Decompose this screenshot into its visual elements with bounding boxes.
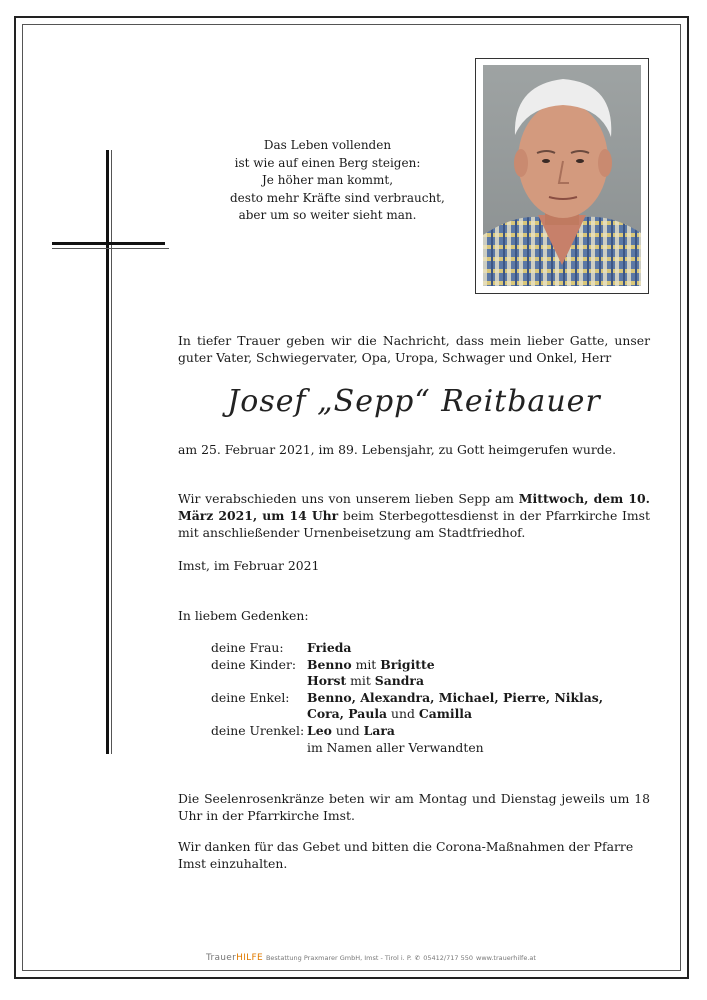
grandchildren-names: Camilla xyxy=(418,706,473,722)
partner-name: Brigitte xyxy=(380,656,435,672)
place-date: Imst, im Februar 2021 xyxy=(178,558,320,573)
announcement-intro: In tiefer Trauer geben wir die Nachricht, dass mein lieber Gatte, unser guter Vater, Schwiegervater, Opa, Uropa, Schwager und Onkel, Herr xyxy=(178,333,650,365)
wife-name: Frieda xyxy=(307,640,352,655)
quote-line: Je höher man kommt, xyxy=(261,173,394,188)
funeral-date: Mittwoch, dem 10. März 2021, um 14 Uhr xyxy=(178,491,650,523)
phone-icon: ✆ xyxy=(414,954,421,962)
quote-line: Das Leben vollenden xyxy=(263,138,392,152)
family-row-children-2 xyxy=(211,673,603,690)
great-grandchild-name: Leo xyxy=(307,722,332,738)
family-row-grandchildren-2 xyxy=(211,706,603,723)
website-link[interactable]: www.trauerhilfe.at xyxy=(476,954,536,962)
partner-name: Sandra xyxy=(374,673,424,689)
quote-line: desto mehr Kräfte sind verbraucht, xyxy=(230,190,445,205)
wife-label: deine Frau: xyxy=(211,640,284,655)
grandchildren-label: deine Enkel: xyxy=(211,689,290,705)
quote-line: ist wie auf einen Berg steigen: xyxy=(234,155,421,170)
phone-number: 05412/717 550 xyxy=(423,954,473,962)
connector-text: mit xyxy=(346,673,375,689)
rosary-info: Die Seelenrosenkränze beten wir am Montag und Dienstag jeweils um 18 Uhr in der Pfarrkirche Imst. xyxy=(178,791,650,823)
funeral-text-part2: beim Sterbegottesdienst in der Pfarrkirche Imst mit anschließender Urnenbeisetzung am Stadtfriedhof. xyxy=(178,508,650,540)
children-label: deine Kinder: xyxy=(211,656,297,672)
company-name: Bestattung Praxmarer GmbH, Imst - Tirol i. P. xyxy=(265,954,412,962)
relatives-line: im Namen aller Verwandten xyxy=(307,739,484,755)
grandchildren-names: Benno, Alexandra, Michael, Pierre, Niklas, xyxy=(307,689,604,705)
memory-heading: In liebem Gedenken: xyxy=(178,608,309,623)
death-date-line: am 25. Februar 2021, im 89. Lebensjahr, zu Gott heimgerufen wurde. xyxy=(178,442,617,457)
family-row-great-grandchildren xyxy=(211,723,603,740)
great-grandchildren-label: deine Urenkel: xyxy=(211,722,305,738)
child-name: Horst xyxy=(307,673,347,689)
family-row-wife xyxy=(211,640,603,657)
deceased-name: Josef „Sepp“ Reitbauer xyxy=(227,384,601,419)
family-row-grandchildren xyxy=(211,690,603,707)
funeral-text-part1: Wir verabschieden uns von unserem lieben Sepp am xyxy=(178,491,519,506)
connector-text: und xyxy=(331,722,364,738)
thanks-note: Wir danken für das Gebet und bitten die Corona-Maßnahmen der Pfarre Imst einzuhalten. xyxy=(178,839,634,871)
family-row-children xyxy=(211,657,603,674)
footer xyxy=(203,951,536,965)
family-list xyxy=(211,640,603,756)
quote-line: aber um so weiter sieht man. xyxy=(238,208,417,223)
connector-text: und xyxy=(387,706,419,722)
connector-text: mit xyxy=(351,656,381,672)
great-grandchild-name: Lara xyxy=(363,722,395,738)
memorial-quote xyxy=(230,137,445,225)
portrait-photo xyxy=(483,65,641,286)
trauerhilfe-logo: TrauerHILFE xyxy=(206,953,263,963)
child-name: Benno xyxy=(307,656,352,672)
grandchildren-names: Cora, Paula xyxy=(307,706,388,722)
family-row-relatives xyxy=(211,740,603,757)
funeral-details xyxy=(178,490,650,541)
